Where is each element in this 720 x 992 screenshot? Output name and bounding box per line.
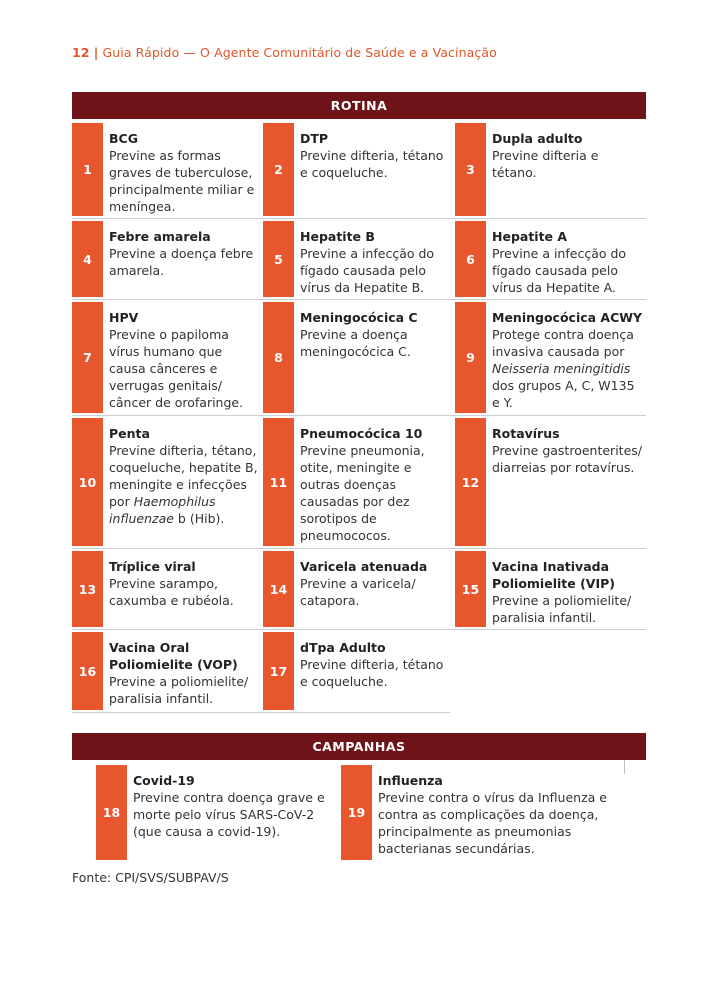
vaccine-cell [455,123,646,216]
row-divider [72,712,450,713]
vaccine-description: Previne difteria, tétano e coqueluche. [300,657,444,689]
vaccine-title: Varicela atenuada [300,559,428,574]
vaccine-title: BCG [109,131,138,146]
vaccine-number-box: 4 [72,221,103,297]
row-divider [72,218,646,219]
vaccine-title: Rotavírus [492,426,560,441]
vaccine-number-box: 15 [455,551,486,627]
vaccine-text [492,558,646,626]
vaccine-title: Penta [109,426,150,441]
vaccine-number-box: 11 [263,418,294,546]
vaccine-number-box: 8 [263,302,294,413]
vaccine-description: Previne contra doença grave e morte pelo vírus SARS-CoV-2 (que causa a covid-19). [133,790,325,839]
vaccine-number-box: 10 [72,418,103,546]
vaccine-cell [263,123,449,216]
vaccine-number-box: 7 [72,302,103,413]
vaccine-description-italic: Neisseria meningitidis [492,361,631,376]
vaccine-description [109,442,258,527]
vaccine-cell [96,765,333,860]
vaccine-cell [455,221,646,297]
vaccine-description: Previne a doença febre amarela. [109,246,254,278]
page-header [72,45,497,60]
vaccine-description: Previne a doença meningocócica C. [300,327,411,359]
vaccine-description: Previne a poliomielite/ paralisia infantil. [492,593,632,625]
vaccine-title: Tríplice viral [109,559,196,574]
vaccine-title: Hepatite A [492,229,568,244]
vaccine-title: HPV [109,310,139,325]
vaccine-description: Previne a varicela/ catapora. [300,576,416,608]
vaccine-description: Previne difteria, tétano e coqueluche. [300,148,444,180]
vaccine-cell [263,418,449,546]
vaccine-cell [72,551,258,627]
vaccine-cell [72,221,258,297]
vaccine-title: Hepatite B [300,229,375,244]
vaccine-description-part: b (Hib). [177,511,225,526]
vaccine-cell [341,765,621,860]
vaccine-title: Pneumocócica 10 [300,426,423,441]
vaccine-cell [263,302,449,413]
vaccine-text [378,772,621,857]
vaccine-description-italic: Haemophilus influenzae [109,494,216,526]
vaccine-number-box: 17 [263,632,294,710]
vaccine-description: Previne a infecção do fígado causada pelo vírus da Hepatite B. [300,246,435,295]
vaccine-description: Previne sarampo, caxumba e rubéola. [109,576,234,608]
vaccine-text [109,228,258,279]
vaccine-text [133,772,333,840]
page-number: 12 [72,45,90,60]
vaccine-text [300,425,449,544]
vaccine-title: Febre amarela [109,229,211,244]
row-divider [72,415,646,416]
vaccine-text [300,309,449,360]
vaccine-number-box: 3 [455,123,486,216]
vaccine-title: Vacina Inativada Poliomielite (VIP) [492,559,615,591]
row-divider [72,299,646,300]
vaccine-description: Previne as formas graves de tuberculose, principalmente miliar e meníngea. [109,148,255,214]
campaign-divider [624,760,625,774]
vaccine-title: Covid-19 [133,773,195,788]
vaccine-text [109,425,258,527]
vaccine-number-box: 18 [96,765,127,860]
row-divider [72,629,646,630]
vaccine-cell [72,302,258,413]
vaccine-number-box: 13 [72,551,103,627]
vaccine-description: Previne a poliomielite/ paralisia infantil. [109,674,249,706]
vaccine-title: Vacina Oral Poliomielite (VOP) [109,640,238,672]
vaccine-number-box: 14 [263,551,294,627]
vaccine-cell [72,632,258,710]
vaccine-title: Meningocócica C [300,310,418,325]
vaccine-text [300,558,449,609]
vaccine-text [300,228,449,296]
vaccine-title: Influenza [378,773,443,788]
vaccine-description-part: Protege contra doença invasiva causada por [492,327,634,359]
vaccine-text [300,130,449,181]
vaccine-number-box: 12 [455,418,486,546]
vaccine-description [492,326,646,411]
vaccine-text [109,309,258,411]
vaccine-number-box: 1 [72,123,103,216]
vaccine-cell [263,221,449,297]
header-separator: | [93,45,99,60]
vaccine-text [492,130,646,181]
vaccine-cell [263,551,449,627]
header-title: Guia Rápido — O Agente Comunitário de Saúde e a Vacinação [102,45,497,60]
vaccine-description: Previne gastroenterites/ diarreias por rotavírus. [492,443,642,475]
vaccine-text [109,558,258,609]
source-note: Fonte: CPI/SVS/SUBPAV/S [72,870,229,885]
vaccine-cell [72,418,258,546]
vaccine-number-box: 19 [341,765,372,860]
vaccine-cell [72,123,258,216]
row-divider [72,548,646,549]
vaccine-number-box: 5 [263,221,294,297]
vaccine-text [492,425,646,476]
vaccine-description-part: Previne difteria, tétano, coqueluche, hepatite B, meningite e infecções por [109,443,258,509]
vaccine-text [109,130,258,215]
vaccine-cell [455,302,646,413]
vaccine-description: Previne difteria e tétano. [492,148,599,180]
vaccine-description-part: dos grupos A, C, W135 e Y. [492,378,635,410]
vaccine-text [300,639,449,690]
vaccine-text [109,639,258,707]
vaccine-description: Previne a infecção do fígado causada pelo vírus da Hepatite A. [492,246,627,295]
section-band-routine: ROTINA [72,92,646,119]
vaccine-cell [455,551,646,627]
vaccine-cell [263,632,449,710]
vaccine-description: Previne pneumonia, otite, meningite e outras doenças causadas por dez sorotipos de pneumococos. [300,443,425,543]
vaccine-title: Dupla adulto [492,131,583,146]
vaccine-text [492,309,646,411]
vaccine-title: Meningocócica ACWY [492,310,643,325]
vaccine-cell [455,418,646,546]
vaccine-description: Previne contra o vírus da Influenza e contra as complicações da doença, principalmente as pneumonias bacterianas secundárias. [378,790,607,856]
vaccine-number-box: 16 [72,632,103,710]
vaccine-number-box: 6 [455,221,486,297]
vaccine-number-box: 9 [455,302,486,413]
vaccine-description: Previne o papiloma vírus humano que causa cânceres e verrugas genitais/ câncer de orofaringe. [109,327,244,410]
vaccine-text [492,228,646,296]
vaccine-number-box: 2 [263,123,294,216]
vaccine-title: dTpa Adulto [300,640,386,655]
vaccine-title: DTP [300,131,329,146]
section-band-campaigns: CAMPANHAS [72,733,646,760]
